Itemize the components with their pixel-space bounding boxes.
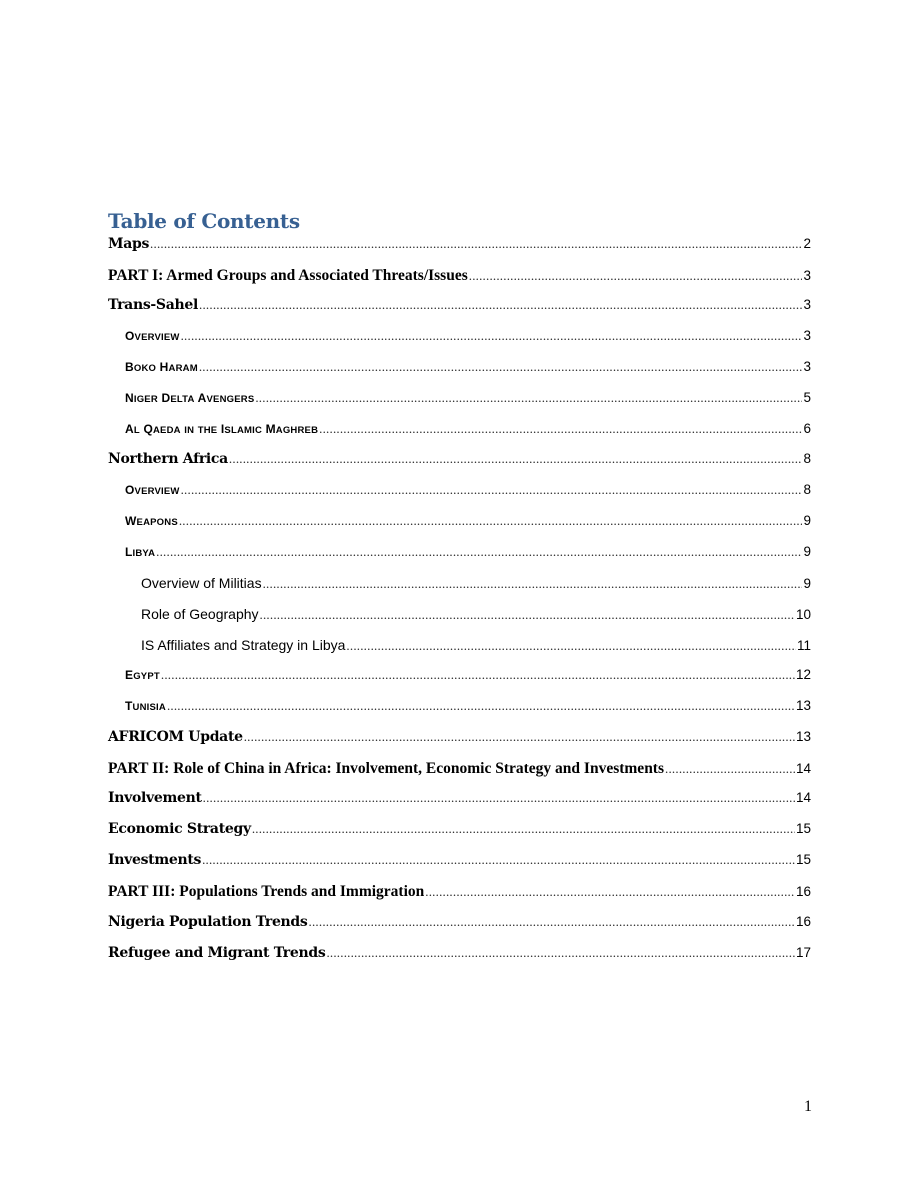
toc-entry-part-3[interactable] [108, 883, 811, 907]
dot-leader [181, 482, 803, 498]
dot-leader [263, 576, 803, 592]
toc-entry-is-affiliates[interactable] [108, 637, 811, 661]
dot-leader [156, 544, 802, 560]
toc-entry-label: PART III: Populations Trends and Immigration [108, 883, 425, 900]
toc-entry-label: PART I: Armed Groups and Associated Threats/Issues [108, 267, 468, 284]
dot-leader [199, 297, 802, 313]
toc-entry-page: 3 [803, 268, 811, 283]
toc-entry-label: Investments [108, 852, 202, 868]
toc-entry-label: Involvement [108, 790, 202, 806]
toc-entry-part-2[interactable] [108, 760, 811, 784]
dot-leader [309, 914, 795, 930]
toc-entry-label: IS Affiliates and Strategy in Libya [141, 637, 346, 653]
toc-entry-label: Refugee and Migrant Trends [108, 945, 326, 961]
toc-entry-trans-sahel[interactable] [108, 297, 811, 321]
toc-entry-page: 15 [795, 852, 811, 867]
dot-leader [150, 236, 802, 252]
dot-leader [346, 638, 796, 654]
toc-entry-label: AFRICOM Update [108, 729, 243, 745]
toc-entry-label: EGYPT [125, 668, 160, 682]
toc-entry-northern-africa[interactable] [108, 451, 811, 475]
dot-leader [255, 390, 802, 406]
toc-entry-label: Overview of Militias [141, 575, 262, 591]
toc-entry-page: 3 [803, 359, 811, 374]
toc-entry-egypt[interactable] [108, 667, 811, 691]
dot-leader [326, 945, 795, 961]
toc-entry-label: PART II: Role of China in Africa: Involvement, Economic Strategy and Investments [108, 760, 665, 777]
toc-entry-label: TUNISIA [125, 699, 166, 713]
page-number: 1 [804, 1098, 812, 1115]
toc-entry-economic-strategy[interactable] [108, 821, 811, 845]
toc-entry-label: Role of Geography [141, 606, 259, 622]
dot-leader [319, 421, 802, 437]
toc-entry-page: 11 [796, 638, 811, 653]
dot-leader [252, 821, 795, 837]
toc-entry-label: BOKO HARAM [125, 360, 198, 374]
toc-entry-page: 3 [803, 328, 811, 343]
toc-entry-page: 6 [803, 421, 811, 436]
toc-entry-maps[interactable] [108, 236, 811, 260]
toc-entry-refugee-migrant-trends[interactable] [108, 945, 811, 969]
toc-entry-page: 9 [803, 513, 811, 528]
toc-entry-africom-update[interactable] [108, 729, 811, 753]
toc-entry-page: 3 [803, 297, 811, 312]
dot-leader [181, 328, 803, 344]
dot-leader [199, 359, 803, 375]
dot-leader [260, 607, 795, 623]
toc-entry-label: Economic Strategy [108, 821, 251, 837]
toc-entry-niger-delta-avengers[interactable] [108, 390, 811, 414]
toc-entry-libya[interactable] [108, 544, 811, 568]
toc-entry-page: 13 [795, 698, 811, 713]
toc-entry-page: 2 [803, 236, 811, 251]
toc-entry-page: 12 [795, 667, 811, 682]
dot-leader [161, 667, 795, 683]
toc-entry-page: 9 [803, 576, 811, 591]
toc-entry-page: 10 [795, 607, 811, 622]
toc-entry-boko-haram[interactable] [108, 359, 811, 383]
dot-leader [469, 268, 803, 284]
toc-entry-page: 5 [803, 390, 811, 405]
toc-entry-tunisia[interactable] [108, 698, 811, 722]
toc-entry-page: 17 [795, 945, 811, 960]
toc-entry-involvement[interactable] [108, 790, 811, 814]
toc-entry-label: OVERVIEW [125, 329, 180, 343]
toc-entry-overview-of-militias[interactable] [108, 575, 811, 599]
toc-entry-page: 16 [795, 914, 811, 929]
toc-entry-label: Nigeria Population Trends [108, 914, 308, 930]
dot-leader [665, 761, 795, 777]
toc-entry-overview[interactable] [108, 482, 811, 506]
toc-entry-page: 9 [803, 544, 811, 559]
dot-leader [229, 451, 803, 467]
toc-entry-page: 14 [795, 761, 811, 776]
toc-entry-nigeria-population-trends[interactable] [108, 914, 811, 938]
dot-leader [244, 729, 795, 745]
toc-entry-aqim[interactable] [108, 421, 811, 445]
toc-entry-page: 8 [803, 482, 811, 497]
toc-entry-page: 13 [795, 729, 811, 744]
toc-entry-label: NIGER DELTA AVENGERS [125, 391, 255, 405]
toc-entry-label: Trans-Sahel [108, 297, 199, 313]
toc-entry-label: OVERVIEW [125, 483, 180, 497]
toc-entry-investments[interactable] [108, 852, 811, 876]
toc-entry-label: WEAPONS [125, 514, 178, 528]
toc-entry-page: 16 [795, 884, 811, 899]
dot-leader [179, 513, 803, 529]
toc-entry-label: Northern Africa [108, 451, 228, 467]
toc-entry-label: AL QAEDA IN THE ISLAMIC MAGHREB [125, 422, 319, 436]
toc-entry-weapons[interactable] [108, 513, 811, 537]
dot-leader [425, 884, 795, 900]
toc-title: Table of Contents [108, 209, 300, 233]
toc-entry-label: Maps [108, 236, 150, 252]
dot-leader [167, 698, 795, 714]
toc-entry-page: 14 [795, 790, 811, 805]
toc-entry-page: 8 [803, 451, 811, 466]
toc-entry-overview[interactable] [108, 328, 811, 352]
toc-entry-part-1[interactable] [108, 267, 811, 291]
dot-leader [203, 790, 795, 806]
toc-entry-page: 15 [795, 821, 811, 836]
dot-leader [202, 852, 795, 868]
toc-entry-role-of-geography[interactable] [108, 606, 811, 630]
toc-entry-label: LIBYA [125, 545, 156, 559]
